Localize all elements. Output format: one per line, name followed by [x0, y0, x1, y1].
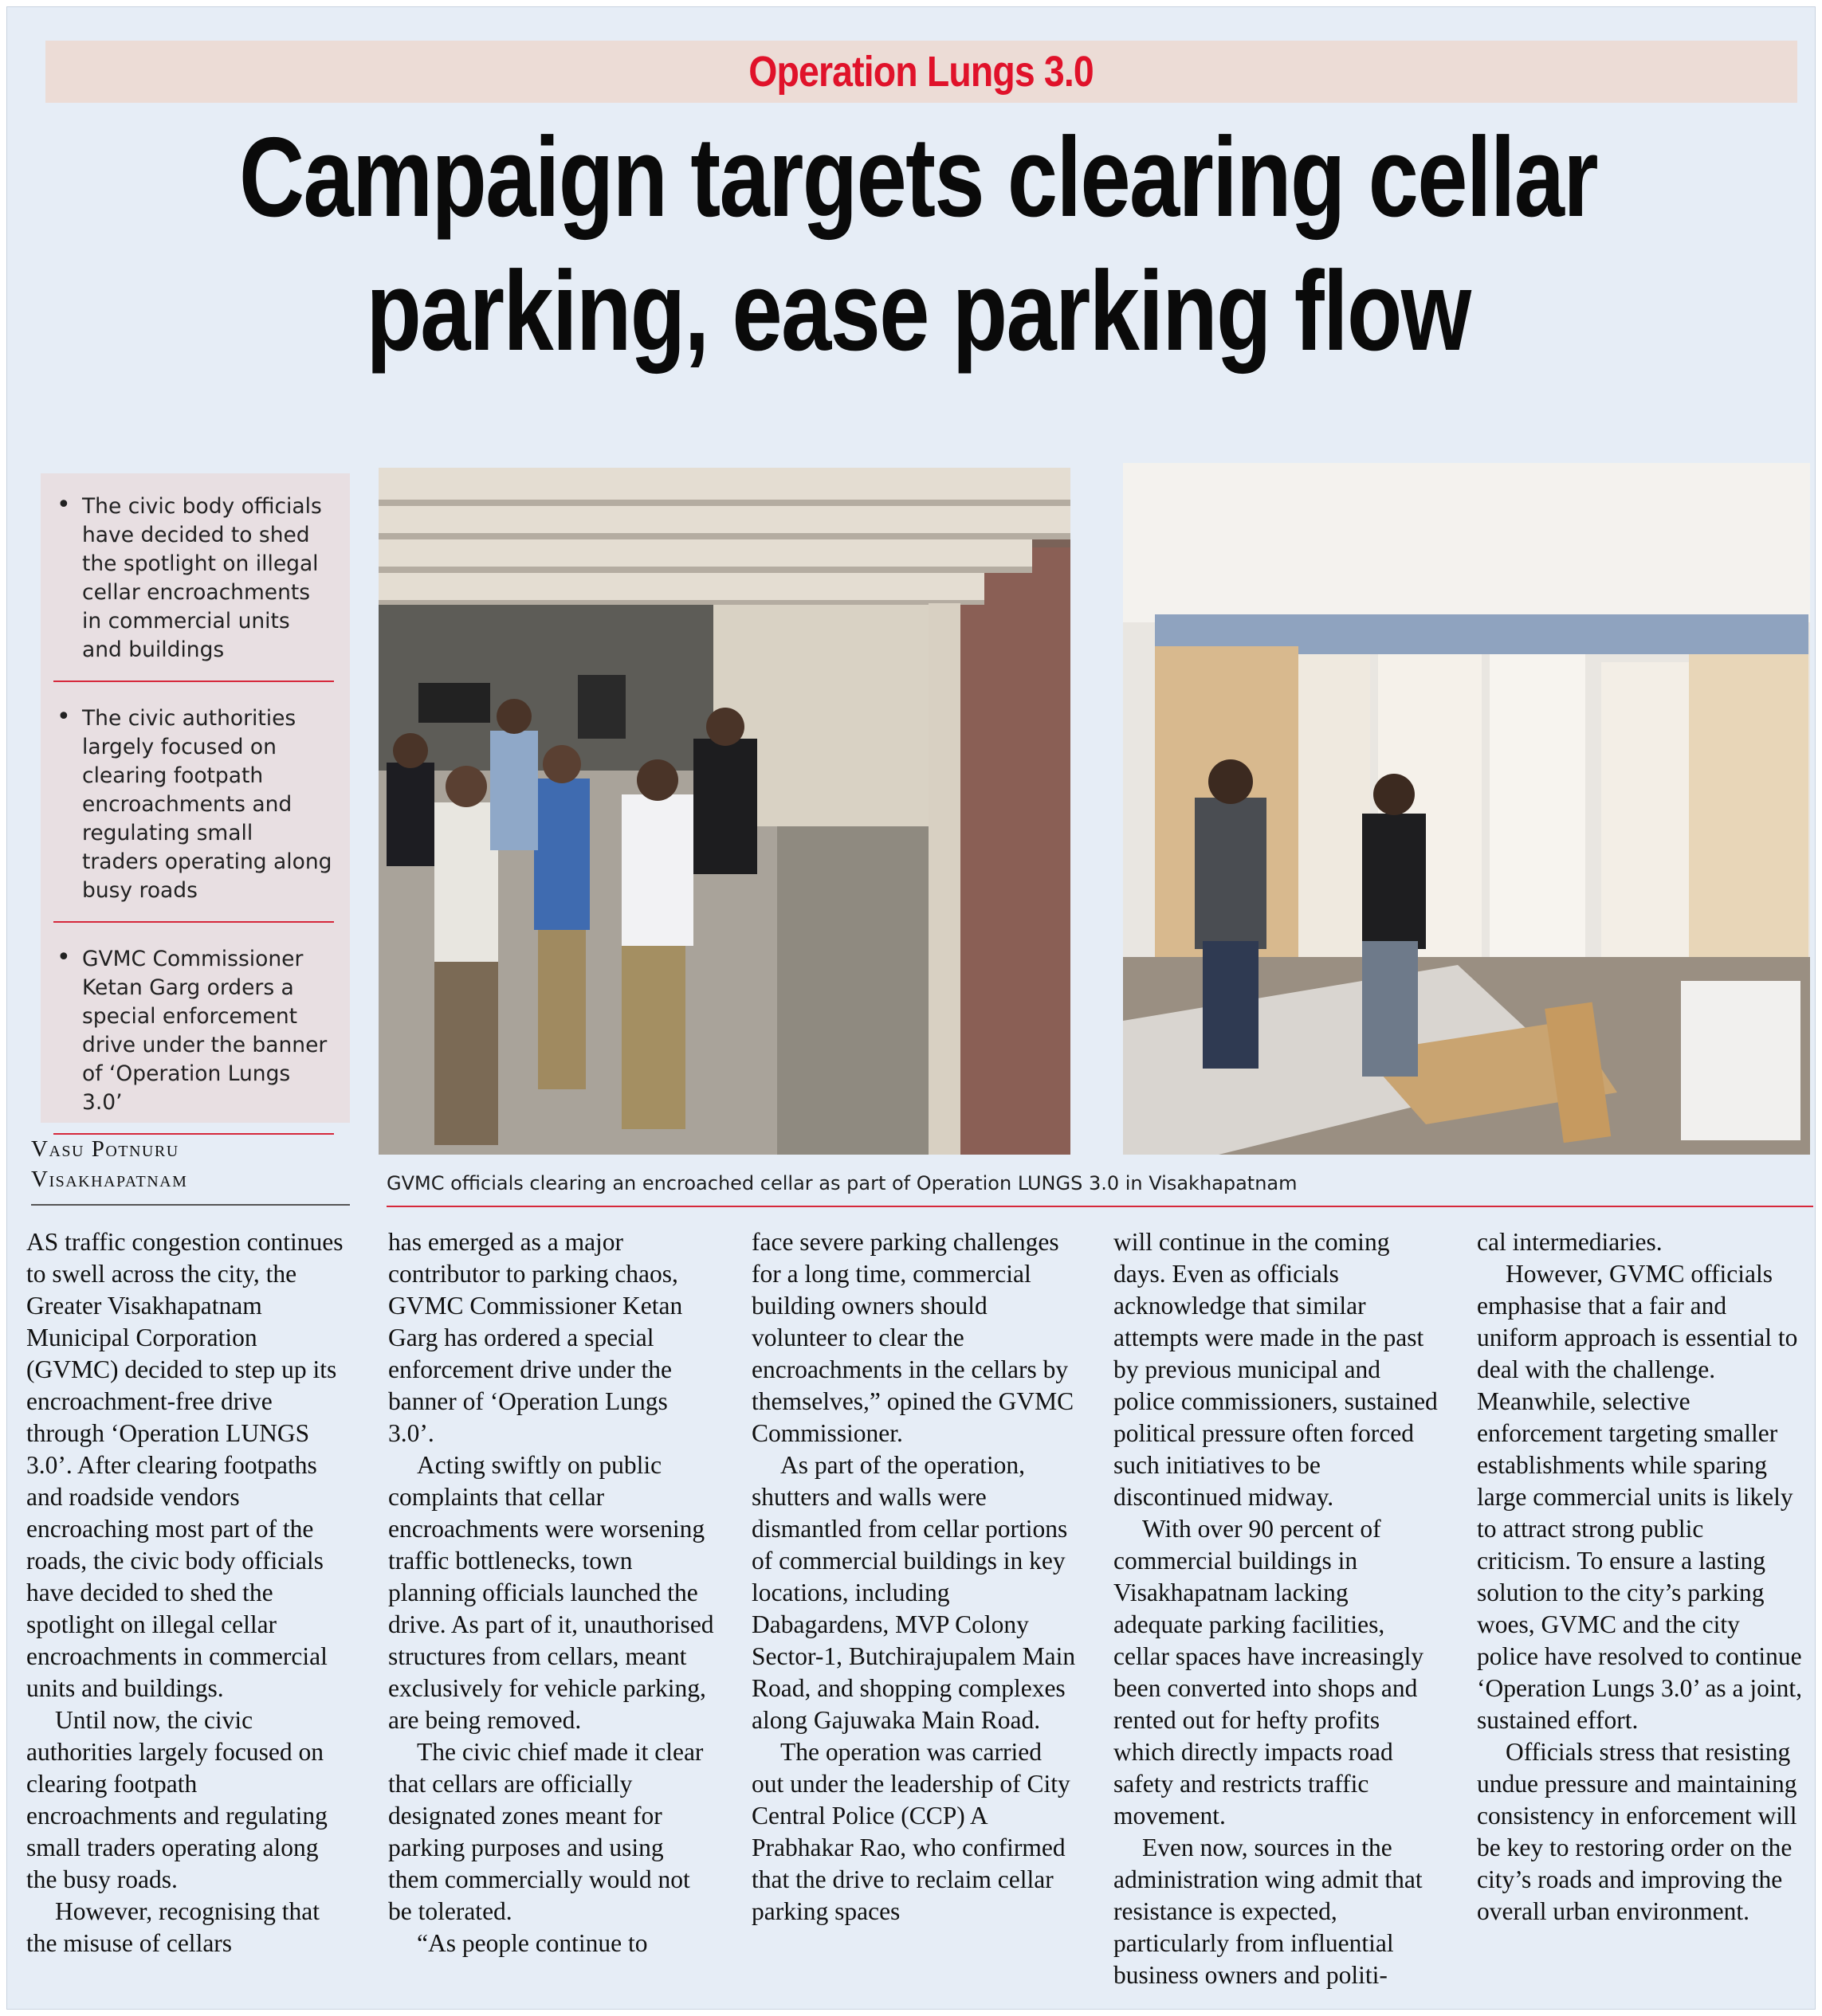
- article-column-4: [1113, 1226, 1440, 2003]
- headline-line-1: Campaign targets clearing cellar: [239, 114, 1597, 241]
- paragraph: Officials stress that resisting undue pressure and maintaining consistency in enforcement will be key to restoring order on the city’s roads and improving the overall urban environment.: [1477, 1738, 1797, 1925]
- article-column-5: [1477, 1226, 1804, 2003]
- kicker-banner: [45, 41, 1797, 103]
- paragraph: The civic chief made it clear that cellars are officially designated zones meant for parking purposes and using them commercially would not be tolerated.: [388, 1738, 704, 1925]
- paragraph: However, recognising that the misuse of cellars: [26, 1897, 320, 1957]
- photo-caption: GVMC officials clearing an encroached cellar as part of Operation LUNGS 3.0 in Visakhapatnam: [387, 1172, 1813, 1207]
- highlights-box: [41, 473, 350, 1123]
- kicker-text: Operation Lungs 3.0: [748, 48, 1094, 96]
- paragraph: Acting swiftly on public complaints that cellar encroachments were worsening traffic bottlenecks, town planning officials launched the drive. As part of it, unauthorised structures from cellars, meant exclusively for vehicle parking, are being removed.: [388, 1451, 714, 1734]
- headline-line-2: parking, ease parking flow: [366, 248, 1471, 375]
- paragraph: However, GVMC officials emphasise that a fair and uniform approach is essential to deal with the challenge. Meanwhile, selective enforcement targeting smaller establishments while sparing large commercial units is likely to attract strong public criticism. To ensure a lasting solution to the city’s parking woes, GVMC and the city police have resolved to continue ‘Operation Lungs 3.0’ as a joint, sustained effort.: [1477, 1260, 1802, 1734]
- paragraph: Until now, the civic authorities largely focused on clearing footpath encroachments and regulating small traders operating along the busy roads.: [26, 1706, 328, 1893]
- highlight-item: • The civic authorities largely focused on clearing footpath encroachments and regulating small traders operating along busy roads: [53, 700, 334, 923]
- article-column-3: [752, 1226, 1078, 2003]
- paragraph: face severe parking challenges for a long time, commercial building owners should volunteer to clear the encroachments in the cellars by themselves,” opined the GVMC Commissioner.: [752, 1228, 1074, 1447]
- article-column-1: [26, 1226, 353, 2003]
- highlight-item: • The civic body officials have decided to shed the spotlight on illegal cellar encroachments in commercial units and buildings: [53, 488, 334, 682]
- paragraph: AS traffic congestion continues to swell across the city, the Greater Visakhapatnam Municipal Corporation (GVMC) decided to step up its encroachment-free drive through ‘Operation LUNGS 3.0’. After clearing footpaths and roadside vendors encroaching most part of the roads, the civic body officials have decided to shed the spotlight on illegal cellar encroachments in commercial units and buildings.: [26, 1228, 344, 1702]
- photo-cellar-shutter: [379, 468, 1070, 1155]
- highlight-item: • GVMC Commissioner Ketan Garg orders a special enforcement drive under the banner of ‘Operation Lungs 3.0’: [53, 940, 334, 1135]
- paragraph: Even now, sources in the administration wing admit that resistance is expected, particularly from influential business owners and politi-: [1113, 1834, 1423, 1989]
- newspaper-page: [6, 6, 1816, 2010]
- photo-cellar-shutter-image: [379, 468, 1070, 1155]
- paragraph: cal intermediaries.: [1477, 1228, 1663, 1256]
- paragraph: “As people continue to: [417, 1929, 648, 1957]
- paragraph: As part of the operation, shutters and walls were dismantled from cellar portions of commercial buildings in key locations, including Dabagardens, MVP Colony Sector-1, Butchirajupalem Main Road, and shopping complexes along Gajuwaka Main Road.: [752, 1451, 1076, 1734]
- paragraph: The operation was carried out under the leadership of City Central Police (CCP) A Prabhakar Rao, who confirmed that the drive to reclaim cellar parking spaces: [752, 1738, 1070, 1925]
- byline-place: Visakhapatnam: [31, 1167, 188, 1192]
- article-column-2: [388, 1226, 715, 2003]
- headline: [23, 111, 1813, 378]
- photo-dismantled-interior: [1123, 463, 1810, 1155]
- paragraph: has emerged as a major contributor to parking chaos, GVMC Commissioner Ketan Garg has ordered a special enforcement drive under the banner of ‘Operation Lungs 3.0’.: [388, 1228, 683, 1447]
- byline: [31, 1134, 350, 1206]
- photo-dismantled-interior-image: [1123, 463, 1810, 1155]
- paragraph: will continue in the coming days. Even as officials acknowledge that similar attempts were made in the past by previous municipal and police commissioners, sustained political pressure often forced such initiatives to be discontinued midway.: [1113, 1228, 1438, 1511]
- paragraph: With over 90 percent of commercial buildings in Visakhapatnam lacking adequate parking facilities, cellar spaces have increasingly been converted into shops and rented out for hefty profits which directly impacts road safety and restricts traffic movement.: [1113, 1515, 1424, 1830]
- byline-author: Vasu Potnuru: [31, 1136, 179, 1162]
